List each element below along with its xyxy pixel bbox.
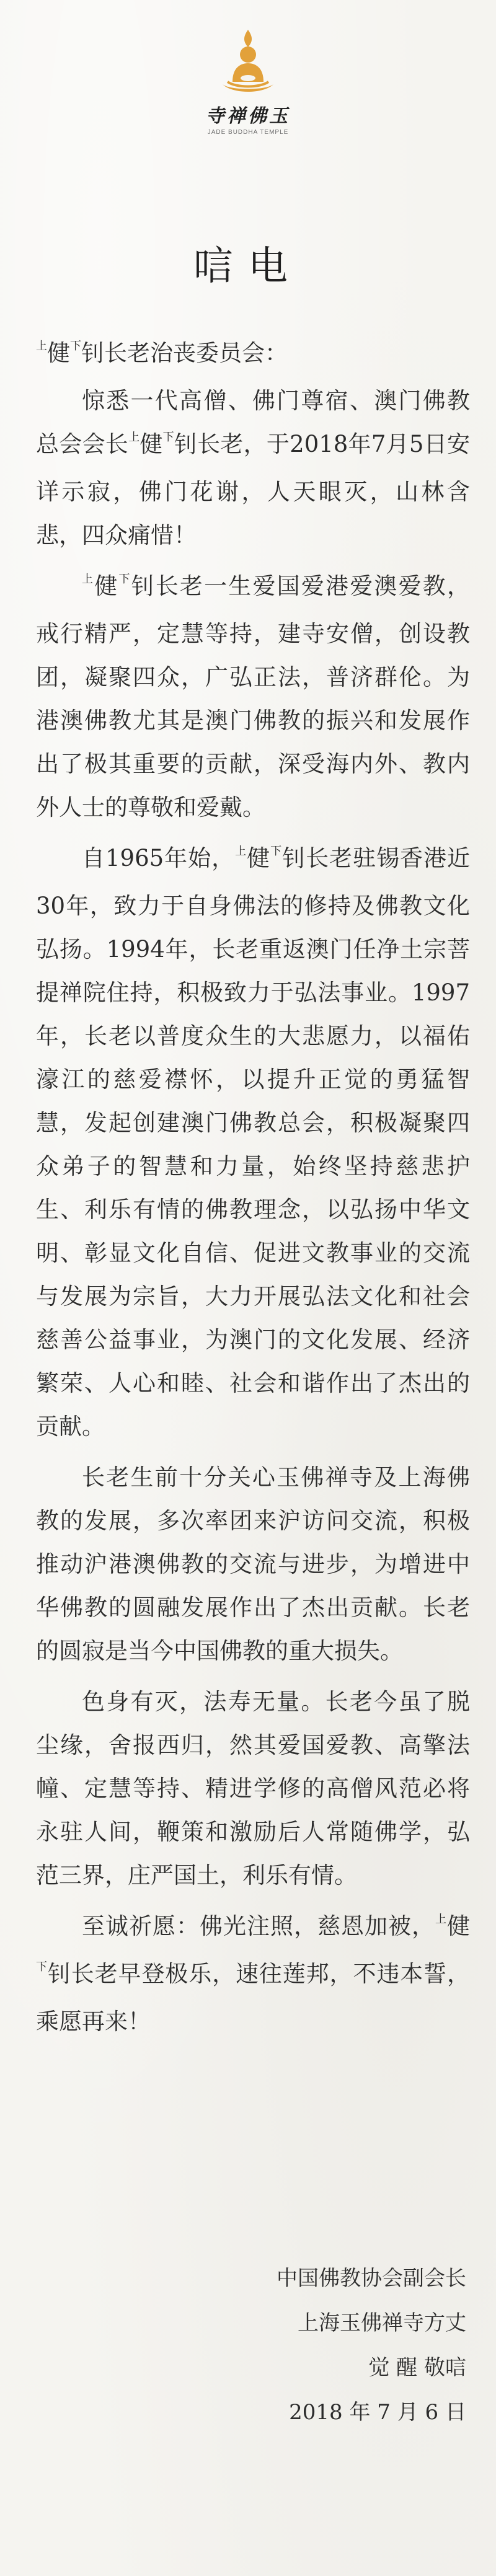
page-title: 唁电 [193, 244, 303, 289]
paragraph-5 [36, 1680, 470, 1897]
paragraph-3-text-b: 钊长老驻锡香港近30年，致力于自身佛法的修持及佛教文化弘扬。1994年，长老重返澳门任净土宗菩提禅院住持，积极致力于弘法事业。1997年，长老以普度众生的大悲愿力，以福佑濠江的慈爱襟怀，以提升正觉的勇猛智慧，发起创建澳门佛教总会，积极凝聚四众弟子的智慧和力量，始终坚持慈悲护生、利乐有情的佛教理念，以弘扬中华文明、彰显文化自信、促进文教事业的交流与发展为宗旨，大力开展弘法文化和社会慈善公益事业，为澳门的文化发展、经济繁荣、人心和睦、社会和谐作出了杰出的贡献。 [36, 845, 471, 1440]
salutation-name: 健 [47, 340, 70, 366]
salutation [36, 332, 470, 379]
logo-name: 寺禅佛玉 [206, 105, 290, 127]
buddha-logo-icon [214, 25, 282, 99]
paragraph-4-text: 长老生前十分关心玉佛禅寺及上海佛教的发展，多次率团来沪访问交流，积极推动沪港澳佛教的交流与进步，为增进中华佛教的圆融发展作出了杰出贡献。长老的圆寂是当今中国佛教的重大损失。 [36, 1464, 470, 1664]
paragraph-6-sup-xia: 下 [36, 1961, 48, 1974]
paragraph-6-text-a: 至诚祈愿：佛光注照，慈恩加被， [82, 1913, 435, 1939]
paragraph-3-text-a: 自1965年始， [82, 845, 236, 871]
paragraph-1-name: 健 [140, 431, 163, 457]
signature-name: 觉 醒 敬唁 [368, 2355, 466, 2380]
paragraph-1-text-b: 钊长老，于2018年7月5日安详示寂，佛门花谢，人天眼灭，山林含悲，四众痛惜！ [36, 431, 471, 549]
paragraph-5-text: 色身有灭，法寿无量。长老今虽了脱尘缘，舍报西归，然其爱国爱教、高擎法幢、定慧等持、精进学修的高僧风范必将永驻人间，鞭策和激励后人常随佛学，弘范三界，庄严国土，利乐有情。 [36, 1688, 470, 1889]
paragraph-1-sup-xia: 下 [162, 431, 174, 444]
paragraph-6 [36, 1905, 470, 2044]
paragraph-1-text-a: 惊悉一代高僧、佛门尊宿、澳门佛教总会会长 [36, 387, 470, 457]
paragraph-2-text-b: 钊长老一生爱国爱港爱澳爱教，戒行精严，定慧等持，建寺安僧，创设教团，凝聚四众，广弘正法，普济群伦。为港澳佛教尤其是澳门佛教的振兴和发展作出了极其重要的贡献，深受海内外、教内外人士的尊敬和爱戴。 [36, 573, 470, 821]
paragraph-3 [36, 837, 470, 1449]
paragraph-6-name: 健 [447, 1913, 470, 1939]
paragraph-2-sup-shang: 上 [82, 573, 95, 586]
paragraph-3-name: 健 [247, 845, 271, 871]
signature-block [277, 2256, 466, 2435]
signature-title-2: 上海玉佛禅寺方丈 [298, 2311, 466, 2336]
paragraph-6-sup-shang: 上 [435, 1913, 447, 1926]
paragraph-6-text-b: 钊长老早登极乐，速往莲邦，不违本誓，乘愿再来！ [36, 1961, 471, 2035]
paragraph-3-sup-xia: 下 [270, 845, 283, 858]
paragraph-3-sup-shang: 上 [235, 845, 247, 858]
logo-subtitle: JADE BUDDHA TEMPLE [207, 129, 289, 136]
salutation-rest: 钊长老治丧委员会： [81, 340, 288, 366]
paragraph-2-sup-xia: 下 [118, 573, 131, 586]
paragraph-4 [36, 1456, 470, 1673]
paragraph-1-sup-shang: 上 [128, 431, 140, 444]
signature-date: 2018 年 7 月 6 日 [289, 2400, 466, 2425]
salutation-sup-xia: 下 [70, 340, 81, 353]
condolence-body [36, 332, 470, 2044]
signature-title-1: 中国佛教协会副会长 [277, 2266, 466, 2291]
temple-logo [0, 25, 496, 136]
paragraph-2-name: 健 [94, 573, 119, 599]
paragraph-2 [36, 565, 470, 829]
paragraph-1 [36, 379, 470, 557]
salutation-sup-shang: 上 [36, 340, 47, 353]
